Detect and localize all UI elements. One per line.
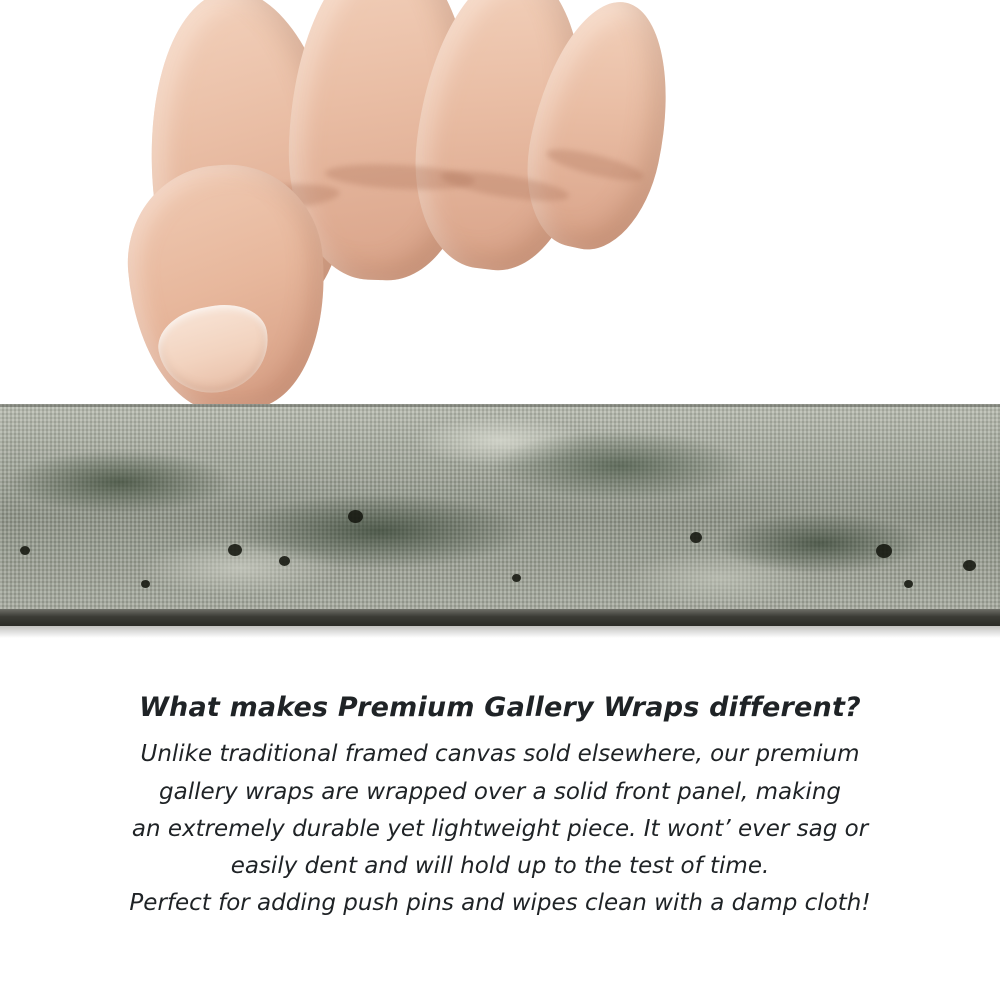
caption-line: Unlike traditional framed canvas sold elsewhere, our premium bbox=[140, 741, 860, 768]
canvas-drop-shadow bbox=[0, 626, 1000, 638]
canvas-side-edge bbox=[0, 609, 1000, 626]
canvas-print-surface bbox=[0, 404, 1000, 609]
canvas-speck bbox=[963, 560, 976, 571]
canvas-wrap-edge bbox=[0, 404, 1000, 636]
caption-heading: What makes Premium Gallery Wraps different? bbox=[139, 692, 861, 723]
caption-line: an extremely durable yet lightweight piece. It wont’ ever sag or bbox=[131, 815, 869, 842]
caption-line: Perfect for adding push pins and wipes clean with a damp cloth! bbox=[129, 890, 871, 917]
canvas-speck bbox=[228, 544, 242, 556]
caption-line: easily dent and will hold up to the test of time. bbox=[230, 853, 770, 880]
thumbnail bbox=[152, 297, 276, 402]
canvas-speck bbox=[876, 544, 892, 558]
canvas-speck bbox=[512, 574, 521, 582]
hand-illustration bbox=[120, 0, 640, 430]
canvas-speck bbox=[20, 546, 30, 555]
canvas-speck bbox=[690, 532, 702, 543]
caption-line: gallery wraps are wrapped over a solid front panel, making bbox=[159, 778, 841, 805]
canvas-speck bbox=[141, 580, 150, 588]
canvas-speck bbox=[279, 556, 290, 566]
canvas-speck bbox=[904, 580, 913, 588]
canvas-speck bbox=[348, 510, 363, 523]
caption-block bbox=[0, 690, 1000, 923]
canvas-top-edge-line bbox=[0, 404, 1000, 407]
caption-body bbox=[0, 736, 1000, 922]
